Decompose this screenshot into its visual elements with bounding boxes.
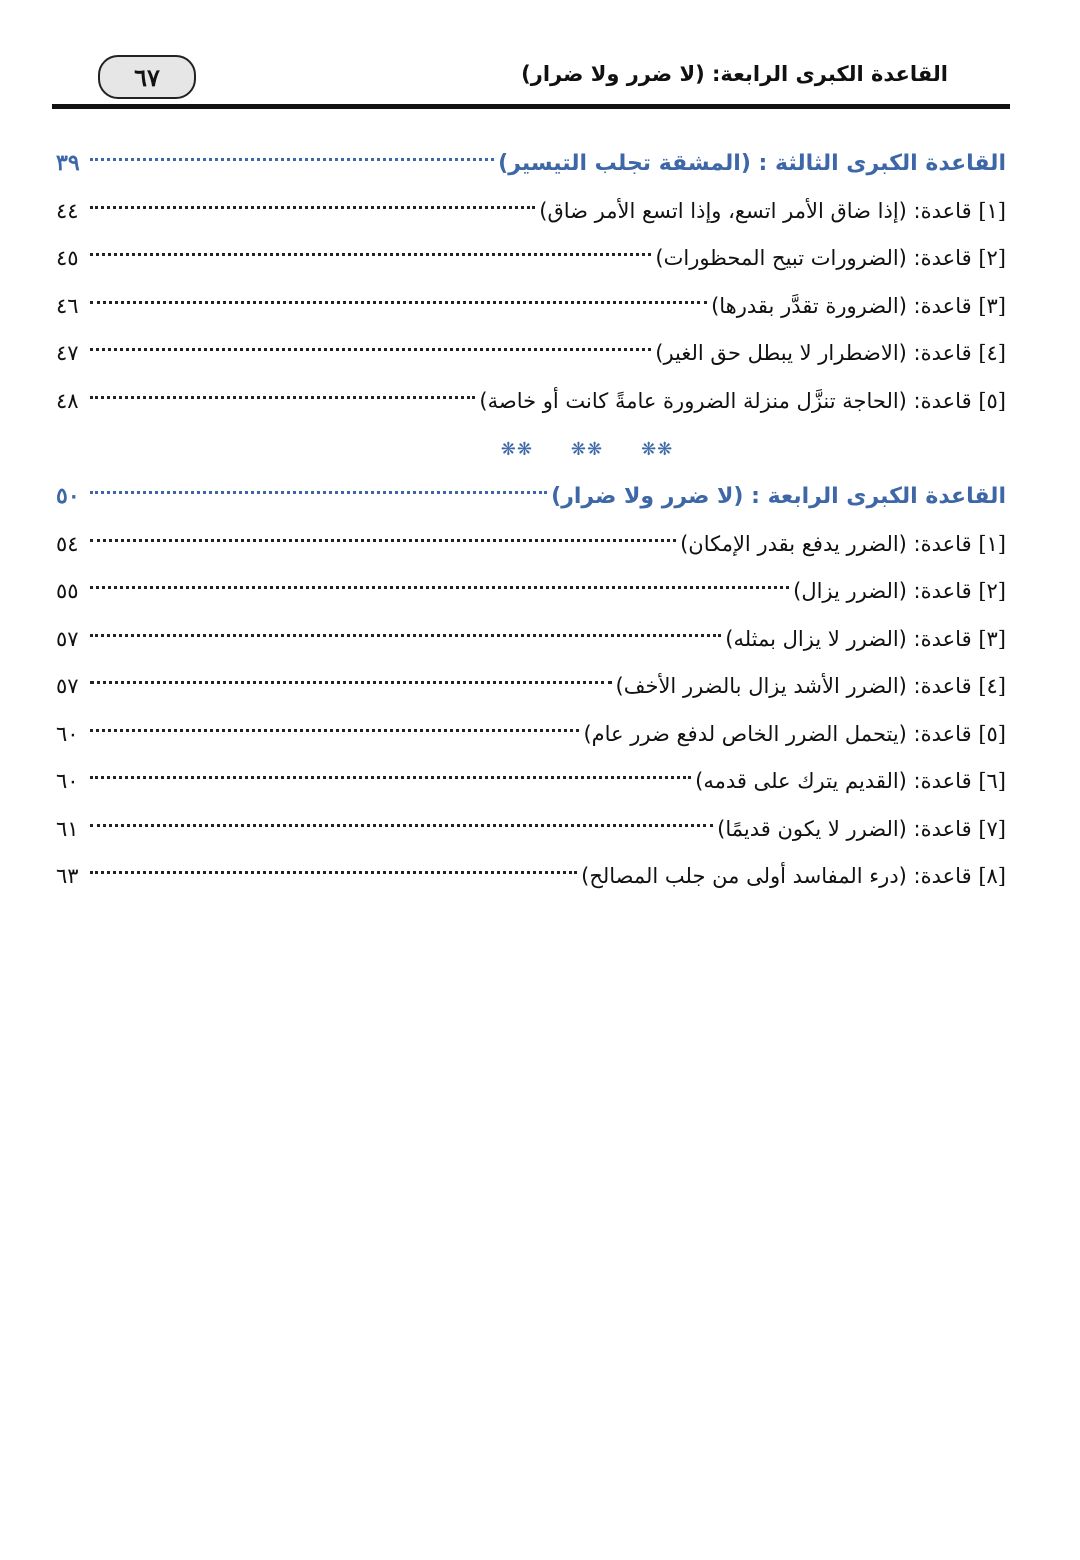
dot-leader — [90, 301, 707, 304]
entry-title: قاعدة: (الضرر لا يكون قديمًا) — [717, 816, 972, 841]
entry-title: قاعدة: (درء المفاسد أولى من جلب المصالح) — [581, 864, 972, 888]
entry-title: قاعدة: (الضرورة تقدَّر بقدرها) — [711, 293, 972, 318]
toc-heading-section-3[interactable] — [56, 140, 1006, 188]
toc-entry[interactable] — [56, 806, 1006, 854]
entry-title: قاعدة: (الاضطرار لا يبطل حق الغير) — [655, 341, 972, 365]
dot-leader — [90, 681, 612, 684]
entry-number: [٨] — [978, 864, 1006, 888]
toc-entry[interactable] — [56, 330, 1006, 378]
toc-page-number: ٥٥ — [56, 579, 79, 603]
asterism-icon: ❋❋ — [641, 438, 674, 460]
toc-page-number: ٦١ — [56, 816, 79, 841]
toc-entry[interactable] — [56, 521, 1006, 569]
table-of-contents — [56, 140, 1006, 901]
entry-number: [١] — [978, 531, 1006, 556]
dot-leader — [90, 253, 651, 256]
dot-leader — [90, 871, 577, 874]
entry-number: [٤] — [978, 674, 1006, 698]
toc-page-number: ٦٠ — [56, 721, 79, 746]
toc-page-number: ٥٤ — [56, 531, 79, 556]
running-title: القاعدة الكبرى الرابعة: (لا ضرر ولا ضرار) — [521, 62, 948, 86]
toc-entry[interactable] — [56, 378, 1006, 426]
toc-heading-title: القاعدة الكبرى الثالثة : (المشقة تجلب التيسير) — [498, 151, 1006, 176]
entry-title: قاعدة: (القديم يترك على قدمه) — [695, 769, 972, 793]
entry-number: [٣] — [978, 293, 1006, 318]
entry-number: [٢] — [978, 579, 1006, 603]
toc-entry[interactable] — [56, 235, 1006, 283]
ornament-separator — [112, 425, 1062, 473]
toc-entry[interactable] — [56, 568, 1006, 616]
page-number: ٦٧ — [98, 55, 196, 99]
toc-entry[interactable] — [56, 853, 1006, 901]
entry-number: [٣] — [978, 626, 1006, 651]
dot-leader — [90, 348, 651, 351]
toc-entry[interactable] — [56, 663, 1006, 711]
toc-heading-section-4[interactable] — [56, 473, 1006, 521]
dot-leader — [90, 634, 721, 637]
toc-entry[interactable] — [56, 283, 1006, 331]
entry-number: [١] — [978, 198, 1006, 223]
entry-number: [٥] — [978, 721, 1006, 746]
entry-title: قاعدة: (يتحمل الضرر الخاص لدفع ضرر عام) — [583, 721, 972, 746]
toc-page-number: ٥٠ — [56, 483, 80, 509]
dot-leader — [90, 491, 547, 494]
dot-leader — [90, 539, 676, 542]
dot-leader — [90, 776, 691, 779]
entry-title: قاعدة: (الحاجة تنزَّل منزلة الضرورة عامةً كانت أو خاصة) — [479, 388, 972, 413]
entry-number: [٧] — [978, 816, 1006, 841]
toc-page-number: ٤٤ — [56, 198, 79, 223]
asterism-icon: ❋❋ — [500, 438, 533, 460]
toc-page-number: ٤٦ — [56, 293, 79, 318]
header-rule — [52, 104, 1010, 109]
dot-leader — [90, 586, 789, 589]
asterism-icon: ❋❋ — [570, 438, 604, 460]
page-header — [52, 50, 1010, 108]
dot-leader — [90, 396, 475, 399]
toc-page-number: ٤٨ — [56, 388, 79, 413]
dot-leader — [90, 824, 713, 827]
dot-leader — [90, 206, 535, 209]
toc-page-number: ٣٩ — [56, 150, 80, 176]
entry-title: قاعدة: (الضرورات تبيح المحظورات) — [655, 246, 972, 270]
entry-title: قاعدة: (الضرر يزال) — [793, 579, 972, 603]
toc-page-number: ٤٥ — [56, 246, 79, 270]
toc-entry[interactable] — [56, 188, 1006, 236]
toc-heading-title: القاعدة الكبرى الرابعة : (لا ضرر ولا ضرار) — [551, 484, 1006, 509]
toc-page-number: ٦٣ — [56, 864, 79, 888]
dot-leader — [90, 158, 494, 161]
entry-title: قاعدة: (الضرر الأشد يزال بالضرر الأخف) — [615, 674, 972, 698]
entry-title: قاعدة: (الضرر لا يزال بمثله) — [725, 626, 972, 651]
toc-page-number: ٥٧ — [56, 674, 79, 698]
toc-entry[interactable] — [56, 616, 1006, 664]
toc-page-number: ٤٧ — [56, 341, 79, 365]
entry-number: [٢] — [978, 246, 1006, 270]
toc-page-number: ٥٧ — [56, 626, 79, 651]
toc-entry[interactable] — [56, 758, 1006, 806]
toc-page-number: ٦٠ — [56, 769, 79, 793]
entry-title: قاعدة: (الضرر يدفع بقدر الإمكان) — [680, 531, 972, 556]
dot-leader — [90, 729, 579, 732]
toc-entry[interactable] — [56, 711, 1006, 759]
entry-number: [٦] — [978, 769, 1006, 793]
entry-number: [٥] — [978, 388, 1006, 413]
entry-number: [٤] — [978, 341, 1006, 365]
entry-title: قاعدة: (إذا ضاق الأمر اتسع، وإذا اتسع الأمر ضاق) — [539, 198, 972, 223]
